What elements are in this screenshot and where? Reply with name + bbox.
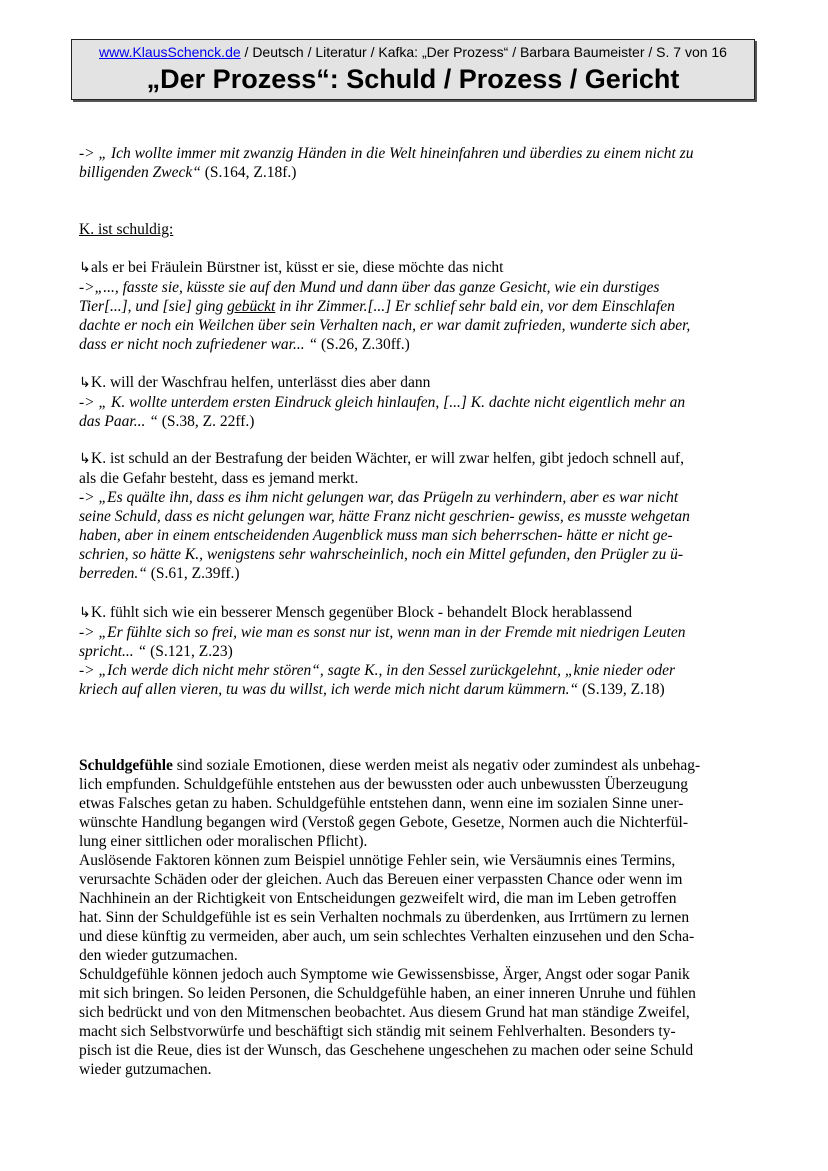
item-lead: als er bei Fräulein Bürstner ist, küsst er sie, diese möchte das nicht — [91, 259, 504, 276]
item-ref: (S.26, Z.30ff.) — [317, 336, 410, 353]
site-link[interactable]: www.KlausSchenck.de — [99, 44, 241, 60]
page-title: „Der Prozess“: Schuld / Prozess / Gericht — [146, 64, 680, 94]
item-quote-line: seine Schuld, dass es nicht gelungen war, hätte Franz nicht geschrien- gewiss, es musste wehgetan — [79, 508, 690, 525]
essay-line: Auslösende Faktoren können zum Beispiel unnötige Fehler sein, wie Versäumnis eines Termins, — [79, 852, 676, 869]
list-item — [79, 603, 759, 699]
item-quote-line: berreden.“ — [79, 565, 147, 582]
item-lead: K. ist schuld an der Bestrafung der beiden Wächter, er will zwar helfen, gibt jedoch schnell auf, — [91, 450, 685, 467]
essay-line: und diese künftig zu vermeiden, aber auch, um sein schlechtes Verhalten einzusehen und den Scha- — [79, 928, 695, 945]
intro-quote-ref: (S.164, Z.18f.) — [200, 164, 297, 181]
item-lead: als die Gefahr besteht, dass es jemand merkt. — [79, 470, 359, 487]
essay-line: wieder gutzumachen. — [79, 1061, 212, 1078]
item-quote-line: haben, aber in einem entscheidenden Augenblick muss man sich beherrschen- hätte er nicht ge- — [79, 527, 673, 544]
item-quote-line: dass er nicht noch zufriedener war... “ — [79, 336, 318, 353]
item-quote-line: -> „Es quälte ihn, dass es ihm nicht gelungen war, das Prügeln zu verhindern, aber es war nicht — [79, 489, 679, 506]
item-quote-line: schrien, so hätte K., wenigstens sehr wahrscheinlich, noch ein Mittel gefunden, den Prügler zu ü- — [79, 546, 683, 563]
item-quote-underlined: gebückt — [227, 298, 276, 315]
essay-line: etwas Falsches getan zu haben. Schuldgefühle entstehen dann, wenn eine im sozialen Sinne uner- — [79, 795, 684, 812]
item-quote-line: ->„..., fasste sie, küsste sie auf den Mund und dann über das ganze Gesicht, wie ein durstiges — [79, 279, 660, 296]
intro-quote-line: billigenden Zweck“ — [79, 164, 201, 181]
item-ref: (S.61, Z.39ff.) — [146, 565, 240, 582]
intro-quote — [79, 144, 759, 182]
essay-line: mit sich bringen. So leiden Personen, die Schuldgefühle haben, an einer inneren Unruhe und fühlen — [79, 985, 696, 1002]
item-quote-line: -> „Ich werde dich nicht mehr stören“, sagte K., in den Sessel zurückgelehnt, „knie nieder oder — [79, 662, 676, 679]
essay-paragraphs — [79, 756, 759, 1079]
item-quote-line: spricht... “ — [79, 643, 147, 660]
item-quote-line: -> „ K. wollte unterdem ersten Eindruck gleich hinlaufen, [...] K. dachte nicht eigentlich mehr an — [79, 394, 686, 411]
item-lead: K. will der Waschfrau helfen, unterlässt dies aber dann — [91, 374, 431, 391]
item-ref: (S.139, Z.18) — [578, 681, 665, 698]
item-quote-line: -> „Er fühlte sich so frei, wie man es sonst nur ist, wenn man in der Fremde mit niedrigen Leuten — [79, 624, 686, 641]
essay-line: lich empfunden. Schuldgefühle entstehen aus der bewussten oder auch unbewussten Überzeugung — [79, 776, 689, 793]
page-header — [71, 39, 755, 100]
item-quote-line: dachte er noch ein Weilchen über sein Verhalten nach, er war damit zufrieden, wunderte sich aber, — [79, 317, 691, 334]
intro-quote-line: -> „ Ich wollte immer mit zwanzig Händen in die Welt hineinfahren und überdies zu einem nicht zu — [79, 145, 694, 162]
header-breadcrumb — [72, 44, 754, 60]
essay-line: Schuldgefühle können jedoch auch Symptome wie Gewissensbisse, Ärger, Angst oder sogar Panik — [79, 966, 690, 983]
item-quote-line: kriech auf allen vieren, tu was du willst, ich werde mich nicht darum kümmern.“ — [79, 681, 579, 698]
list-item — [79, 449, 759, 583]
essay-line: den wieder gutzumachen. — [79, 947, 238, 964]
right-arrow-icon: ↳ — [79, 261, 91, 276]
item-lead: K. fühlt sich wie ein besserer Mensch gegenüber Block - behandelt Block herablassend — [91, 604, 633, 621]
right-arrow-icon: ↳ — [79, 452, 91, 467]
essay-line: lung einer sittlichen oder moralischen Pflicht). — [79, 833, 368, 850]
item-ref: (S.121, Z.23) — [146, 643, 233, 660]
essay-line: macht sich Selbstvorwürfe und beschäftigt sich ständig mit seinem Fehlverhalten. Besonders ty- — [79, 1023, 676, 1040]
list-item — [79, 373, 759, 431]
section-heading — [79, 220, 759, 239]
item-quote-line: das Paar... “ — [79, 413, 158, 430]
essay-line: hat. Sinn der Schuldgefühle ist es sein Verhalten nochmals zu überdenken, aus Irrtümern zu lernen — [79, 909, 690, 926]
essay-line: Nachhinein an der Richtigkeit von Entscheidungen gezweifelt wird, die man im Leben getroffen — [79, 890, 677, 907]
item-ref: (S.38, Z. 22ff.) — [157, 413, 255, 430]
breadcrumb-path: / Deutsch / Literatur / Kafka: „Der Prozess“ / Barbara Baumeister / S. 7 von 16 — [240, 44, 727, 60]
item-quote-line: Tier[...], und [sie] ging — [79, 298, 228, 315]
essay-line: sich bedrückt und von den Mitmenschen beobachtet. Aus diesem Grund hat man ständige Zweifel, — [79, 1004, 690, 1021]
essay-term: Schuldgefühle — [79, 757, 173, 774]
right-arrow-icon: ↳ — [79, 376, 91, 391]
section-heading-text: K. ist schuldig: — [79, 221, 174, 238]
right-arrow-icon: ↳ — [79, 606, 91, 621]
essay-line: pisch ist die Reue, dies ist der Wunsch, das Geschehene ungeschehen zu machen oder seine Schuld — [79, 1042, 694, 1059]
essay-line: sind soziale Emotionen, diese werden meist als negativ oder zumindest als unbehag- — [172, 757, 701, 774]
essay-line: verursachte Schäden oder der gleichen. Auch das Bereuen einer verpassten Chance oder wenn im — [79, 871, 683, 888]
item-quote-line: in ihr Zimmer.[...] Er schlief sehr bald ein, vor dem Einschlafen — [275, 298, 675, 315]
essay-line: wünschte Handlung begangen wird (Verstoß gegen Gebote, Gesetze, Normen auch die Nichterfül- — [79, 814, 689, 831]
list-item — [79, 258, 759, 354]
